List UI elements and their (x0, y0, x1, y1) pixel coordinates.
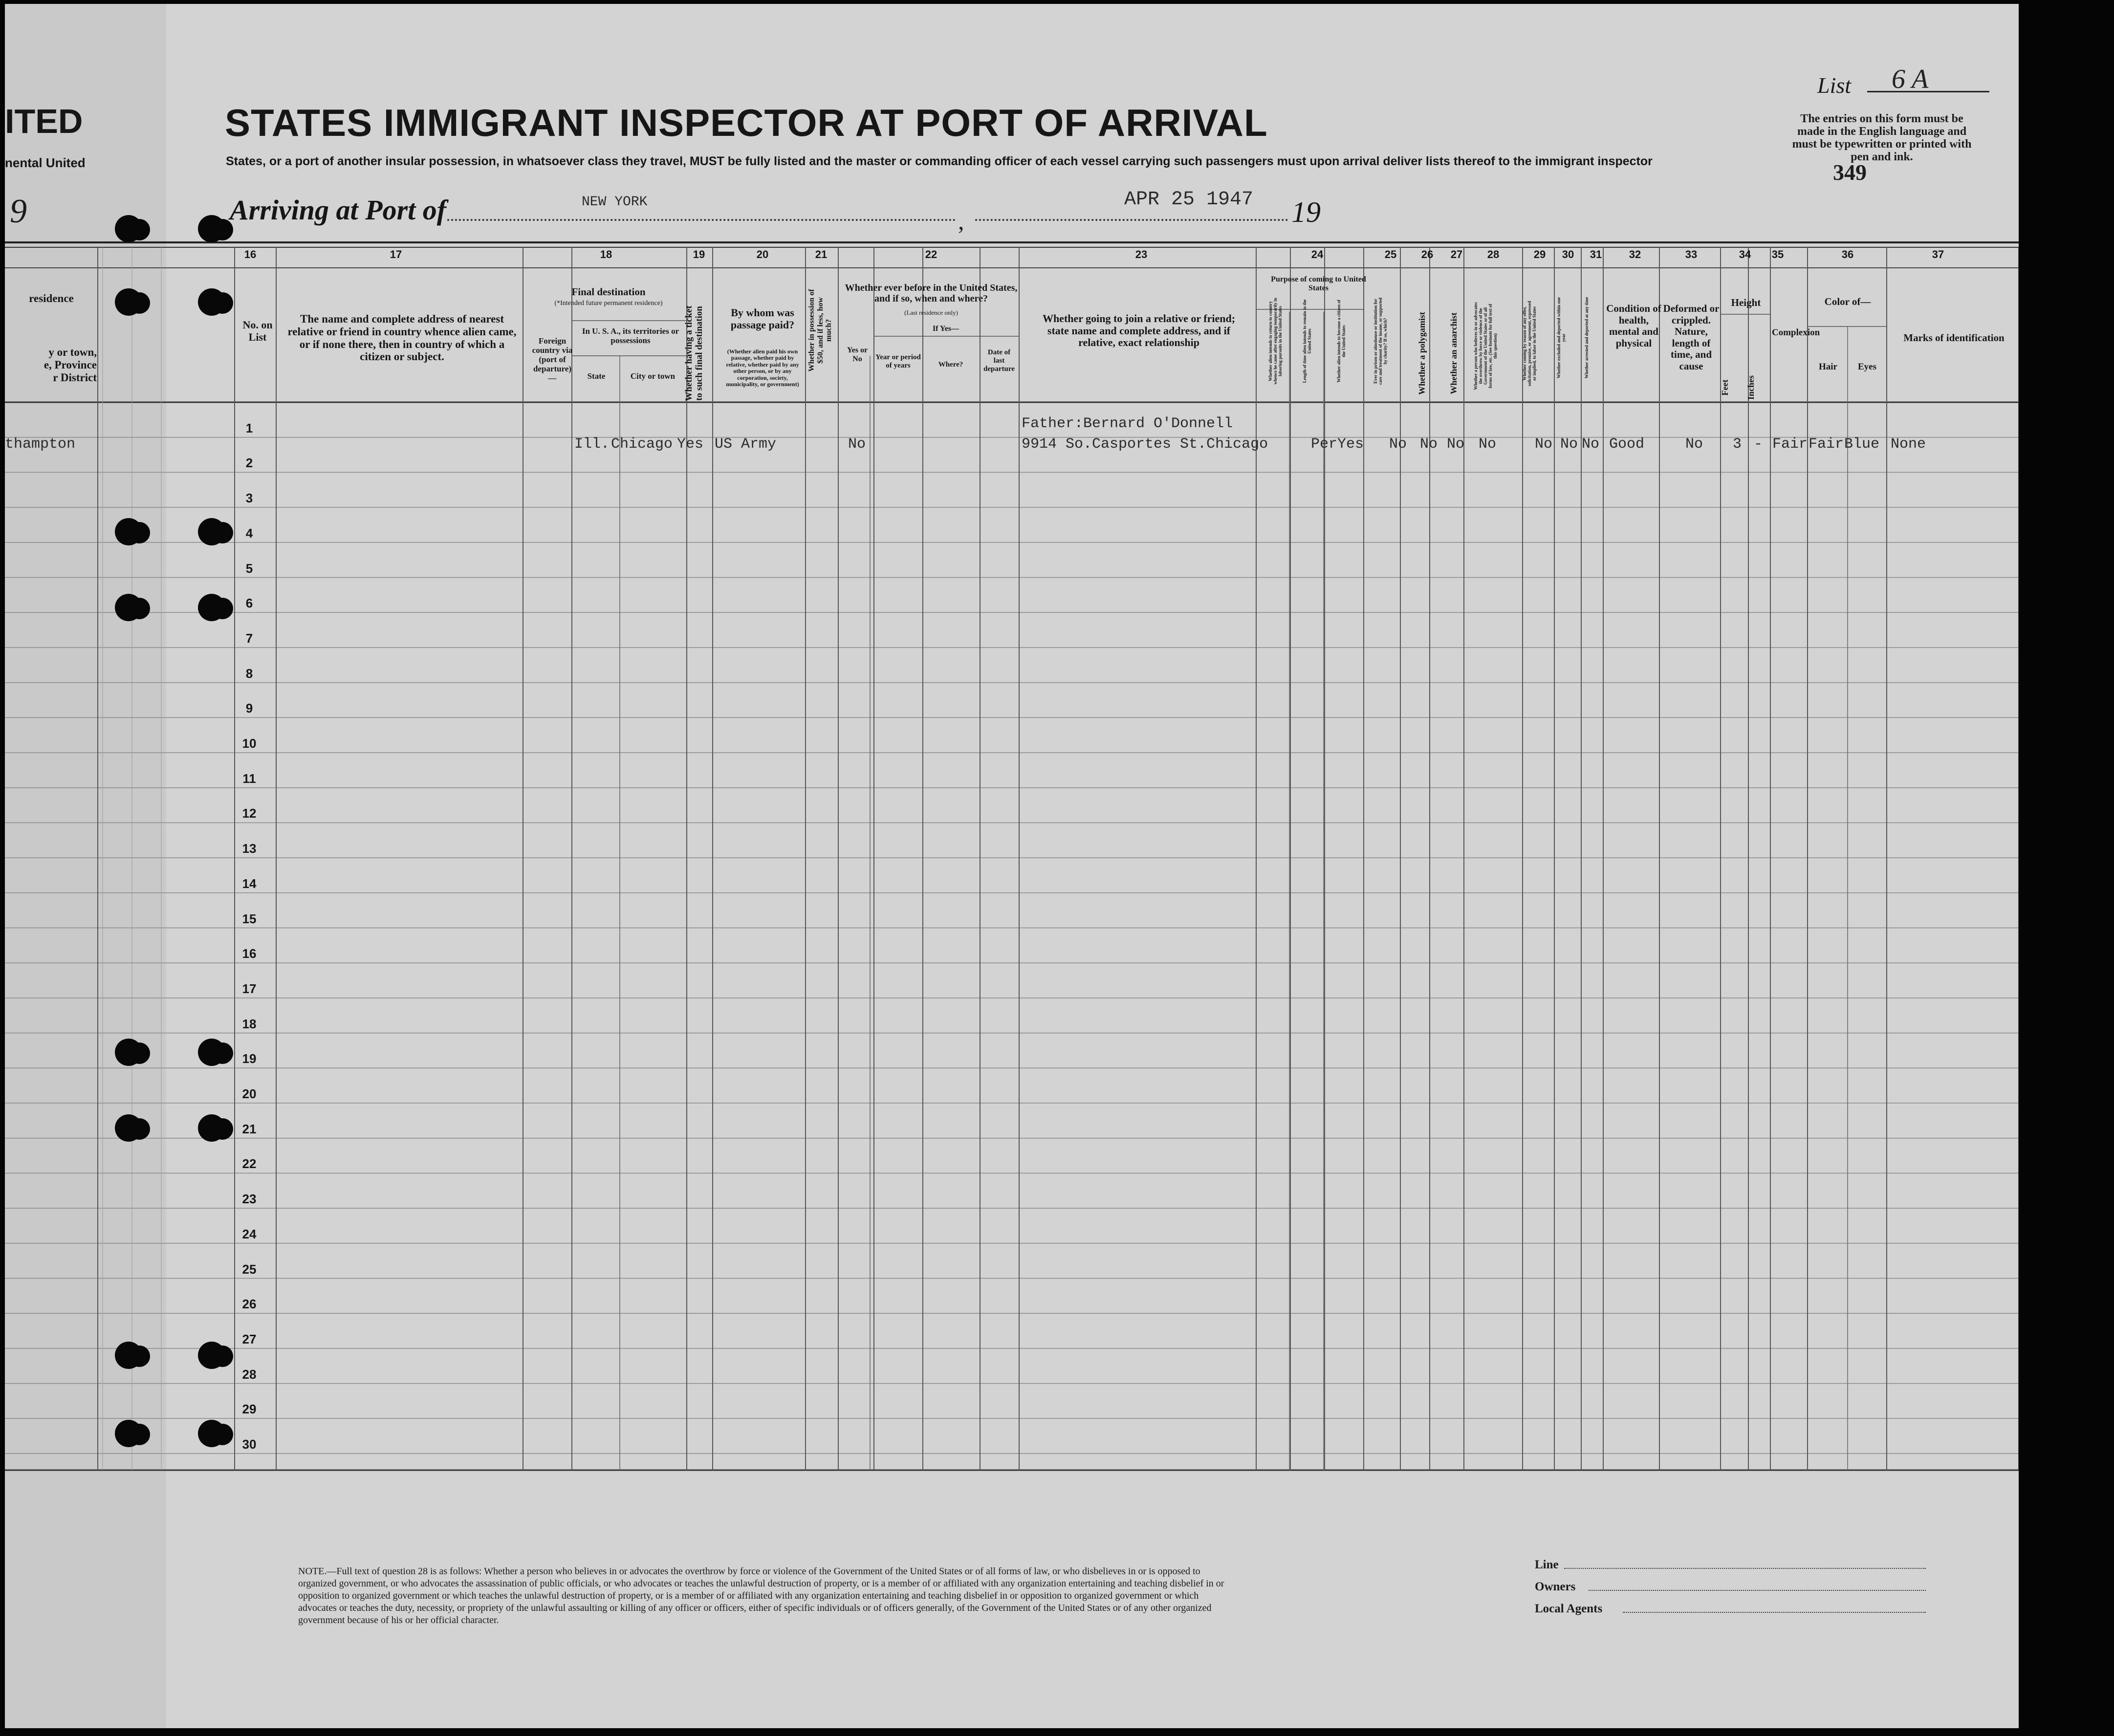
owners-field (1589, 1590, 1926, 1591)
entry-deformed: No (1685, 436, 1703, 453)
header-passage-note: (Whether alien paid his own passage, whether paid by relative, whether paid by any other person, or by any corporation, society, municipality, or government) (726, 348, 799, 388)
punch-hole (129, 292, 150, 314)
header-final-destination: Final destination (571, 286, 646, 298)
header-deformed: Deformed or crippled. Nature, length of time, and cause (1663, 303, 1720, 372)
col-num-32: 32 (1629, 248, 1641, 260)
punch-hole (212, 219, 233, 240)
header-overthrow: Whether a person who believes in or advocates the overthrow by force or violence of the Government of the United States or of all forms of law, etc. (See footnote for full text of this question) (1473, 302, 1498, 390)
entry-eyes: Blue (1844, 436, 1880, 453)
header-yes-or-no: Yes or No (847, 346, 868, 363)
header-labor-offer: Whether coming by reason of any offer, solicitation, promise, or agreement, expressed or implied, to labor in the United States (1522, 301, 1537, 387)
punch-hole (129, 1345, 150, 1367)
col-num-28: 28 (1487, 248, 1500, 260)
entry-relative-line-1: Father:Bernard O'Donnell (1022, 415, 1233, 432)
col-num-30: 30 (1562, 248, 1574, 260)
row-number: 7 (245, 630, 253, 646)
col-num-22: 22 (925, 248, 937, 260)
entry-inches: - (1754, 436, 1763, 453)
entry-excluded: No (1560, 436, 1578, 453)
page-title: STATES IMMIGRANT INSPECTOR AT PORT OF ARRIVAL (225, 101, 1268, 144)
date-line (975, 219, 1288, 221)
header-city: City or town (630, 371, 676, 381)
header-health: Condition of health, mental and physical (1606, 303, 1661, 349)
entry-health: Good (1609, 436, 1645, 453)
entry-city: Chicago (611, 436, 673, 453)
header-ever-before-note: (Last residence only) (904, 309, 958, 316)
left-residence-line-2: e, Province (44, 359, 97, 371)
row-number: 22 (242, 1156, 257, 1172)
header-join-relative: Whether going to join a relative or friend; state name and complete address, and if relative, exact relationship (1042, 312, 1236, 349)
entry-complexion: Fair (1772, 436, 1808, 453)
header-foreign-country: Foreign country via (port of departure)— (532, 336, 573, 383)
row-number: 14 (242, 876, 257, 891)
row-number: 28 (242, 1367, 257, 1382)
entry-state: Ill. (574, 436, 610, 453)
row-number: 9 (245, 701, 253, 716)
entry-labor: No (1535, 436, 1553, 453)
entry-prison: No (1389, 436, 1407, 453)
punch-hole (212, 1345, 233, 1367)
left-subtitle-fragment: nental United (5, 155, 86, 170)
punch-hole (212, 598, 233, 619)
header-passage-paid: By whom was passage paid? (730, 306, 795, 331)
header-final-destination-note: (*Intended future permanent residence) (554, 300, 663, 307)
line-field (1564, 1568, 1926, 1569)
col-num-16: 16 (244, 248, 257, 260)
header-eyes: Eyes (1858, 362, 1876, 372)
entry-feet: 3 (1733, 436, 1742, 453)
header-marks: Marks of identification (1903, 332, 2005, 344)
punch-hole (212, 1118, 233, 1140)
header-state: State (587, 371, 606, 381)
list-value: 6 A (1892, 64, 1929, 94)
punch-hole (212, 1424, 233, 1445)
header-nearest-relative: The name and complete address of nearest relative or friend in country whence alien came, or if none there, then in country of which a citizen or subject. (287, 313, 517, 363)
header-inches: Inches (1746, 375, 1756, 400)
instruction-line: The entries on this form must be (1800, 112, 1963, 125)
row-number: 4 (245, 525, 253, 541)
entry-ticket: Yes (677, 436, 704, 453)
header-if-yes: If Yes— (932, 325, 959, 333)
col-num-35: 35 (1771, 248, 1784, 260)
form-instructions (1760, 112, 2004, 163)
left-year-fragment: 9 (10, 193, 27, 230)
punch-hole (129, 219, 150, 240)
punch-hole (212, 522, 233, 543)
instruction-line: made in the English language and (1797, 125, 1967, 138)
header-color-of: Color of— (1824, 296, 1871, 307)
date-value: APR 25 1947 (1124, 189, 1254, 211)
row-number: 27 (242, 1331, 257, 1346)
punch-hole (129, 598, 150, 619)
entry-anarchist: No (1447, 436, 1465, 453)
col-num-20: 20 (756, 248, 769, 260)
entry-hair: Fair (1809, 436, 1844, 453)
instruction-line: pen and ink. (1851, 151, 1913, 163)
port-value: NEW YORK (582, 195, 648, 210)
row-number: 10 (242, 736, 257, 751)
arriving-label: Arriving at Port of (230, 194, 447, 226)
header-purpose-c: Whether alien intends to become a citizen of the United States (1336, 300, 1346, 383)
owners-label: Owners (1535, 1580, 1576, 1593)
year-label: 19 (1291, 196, 1321, 228)
col-num-37: 37 (1932, 248, 1944, 260)
header-excluded: Whether excluded and deported within one year (1556, 297, 1566, 379)
col-num-33: 33 (1685, 248, 1698, 260)
row-number: 19 (242, 1051, 257, 1066)
header-last-departure: Date of last departure (983, 348, 1015, 373)
row-number: 16 (242, 946, 257, 961)
footer-note: NOTE.—Full text of question 28 is as follows: Whether a person who believes in or advocates the overthrow by force or violence of the Government of the United States or of all forms of law, or who disbelieves in or is opposed to organized government, or who advocates the assassination of public officials, or who advocates or teaches the unlawful destruction of property, or is a member of or affiliated with any organization entertaining and teaching disbelief in or opposition to organized government or which teaches the unlawful destruction of property, or is a member of or affiliated with any organization entertaining and teaching disbelief in or opposition to organized government or which advocates or teaches the duty, necessity, or propriety of the unlawful assaulting or killing of any officer or officers, either of specific individuals or of officers generally, of the Government of the United States or of any other organized government because of his or her official character. (298, 1566, 1224, 1626)
header-feet: Feet (1720, 379, 1730, 396)
row-number: 20 (242, 1086, 257, 1101)
header-purpose: Purpose of coming to United States (1271, 275, 1366, 292)
row-number: 30 (242, 1437, 257, 1452)
row-number: 12 (242, 806, 257, 821)
row-number: 21 (242, 1121, 257, 1136)
row-number: 18 (242, 1016, 257, 1031)
header-purpose-a: Whether alien intends to return to country whence he came after engaging temporarily in laboring pursuits in the United States (1268, 298, 1283, 385)
manifest-page (5, 4, 2019, 1728)
col-num-25: 25 (1384, 248, 1397, 260)
col-num-36: 36 (1841, 248, 1854, 260)
left-title-fragment: ITED (5, 102, 83, 140)
entry-deported: No (1582, 436, 1600, 453)
entry-citizen: Yes (1337, 436, 1364, 453)
header-purpose-b: Length of time alien intends to remain in the United States (1302, 299, 1312, 383)
row-number: 8 (245, 666, 253, 681)
row-number: 15 (242, 911, 257, 926)
row-number: 6 (245, 596, 253, 611)
row-number: 11 (242, 771, 256, 786)
entry-passage: US Army (715, 436, 777, 453)
list-label: List (1817, 73, 1852, 98)
row-number: 23 (242, 1192, 257, 1207)
left-residence-line-3: r District (53, 371, 97, 384)
row-number: 3 (245, 491, 253, 506)
header-prison: Ever in prison or almshouse or institution for care and treatment of the insane, or supported by charity? If so, which? (1373, 298, 1388, 385)
header-no-on-list: No. on List (242, 319, 273, 343)
header-fifty-dollars: Whether in possession of $50, and if less, how much? (807, 289, 833, 372)
header-ever-before: Whether ever before in the United States, and if so, when and where? (845, 282, 1018, 304)
header-complexion: Complexion (1772, 327, 1820, 338)
entry-purpose: Per (1311, 436, 1338, 453)
col-num-24: 24 (1311, 248, 1324, 260)
header-polygamist: Whether a polygamist (1417, 312, 1427, 395)
col-num-34: 34 (1739, 248, 1751, 260)
page-subtitle: States, or a port of another insular possession, in whatsoever class they travel, MUST be fully listed and the master or commanding officer of each vessel carrying such passengers must upon arrival deliver lists thereof to the immigrant inspector (226, 154, 1653, 168)
col-num-27: 27 (1450, 248, 1463, 260)
entry-marks: None (1891, 436, 1926, 453)
header-anarchist: Whether an anarchist (1449, 312, 1459, 394)
left-residence-header: residence (29, 292, 74, 304)
comma: , (958, 207, 964, 235)
col-num-29: 29 (1533, 248, 1546, 260)
entry-ever-before: No (848, 436, 866, 453)
form-grid (5, 4, 2019, 1728)
punch-hole (212, 1042, 233, 1064)
col-num-17: 17 (390, 248, 402, 260)
col-num-18: 18 (600, 248, 612, 260)
port-line (447, 219, 956, 221)
header-in-usa: In U. S. A., its territories or possessions (582, 326, 679, 346)
entry-polygamist: No (1420, 436, 1438, 453)
col-num-26: 26 (1421, 248, 1434, 260)
header-where: Where? (938, 361, 963, 369)
col-num-23: 23 (1135, 248, 1148, 260)
row-number: 13 (242, 841, 257, 856)
punch-hole (129, 1042, 150, 1064)
instruction-line: must be typewritten or printed with (1792, 138, 1972, 151)
punch-hole (129, 1424, 150, 1445)
row-number: 17 (242, 981, 257, 996)
row-number: 26 (242, 1297, 257, 1312)
col-num-31: 31 (1590, 248, 1602, 260)
punch-hole (212, 292, 233, 314)
header-ticket: Whether having a ticket to such final destination (684, 305, 704, 401)
list-number: 349 (1833, 160, 1867, 185)
header-height: Height (1731, 297, 1761, 308)
row-number: 5 (245, 561, 253, 576)
punch-hole (129, 1118, 150, 1140)
left-residence-line-1: y or town, (48, 346, 97, 358)
header-deported: Whether arrested and deported at any time (1584, 297, 1589, 379)
local-agents-field (1623, 1612, 1926, 1613)
col-num-21: 21 (815, 248, 828, 260)
entry-residence: thampton (5, 436, 76, 453)
row-number: 29 (242, 1402, 257, 1417)
line-label: Line (1535, 1558, 1559, 1571)
row-number: 24 (242, 1226, 257, 1241)
row-number: 1 (245, 420, 253, 435)
punch-hole (129, 522, 150, 543)
row-number: 25 (242, 1261, 257, 1277)
local-agents-label: Local Agents (1535, 1602, 1603, 1615)
col-num-19: 19 (693, 248, 705, 260)
header-year-period: Year or period of years (875, 353, 921, 369)
entry-overthrow: No (1479, 436, 1497, 453)
row-number: 2 (245, 456, 253, 471)
header-hair: Hair (1819, 362, 1837, 372)
entry-relative-line-2: 9914 So.Casportes St.Chicago (1022, 436, 1268, 453)
